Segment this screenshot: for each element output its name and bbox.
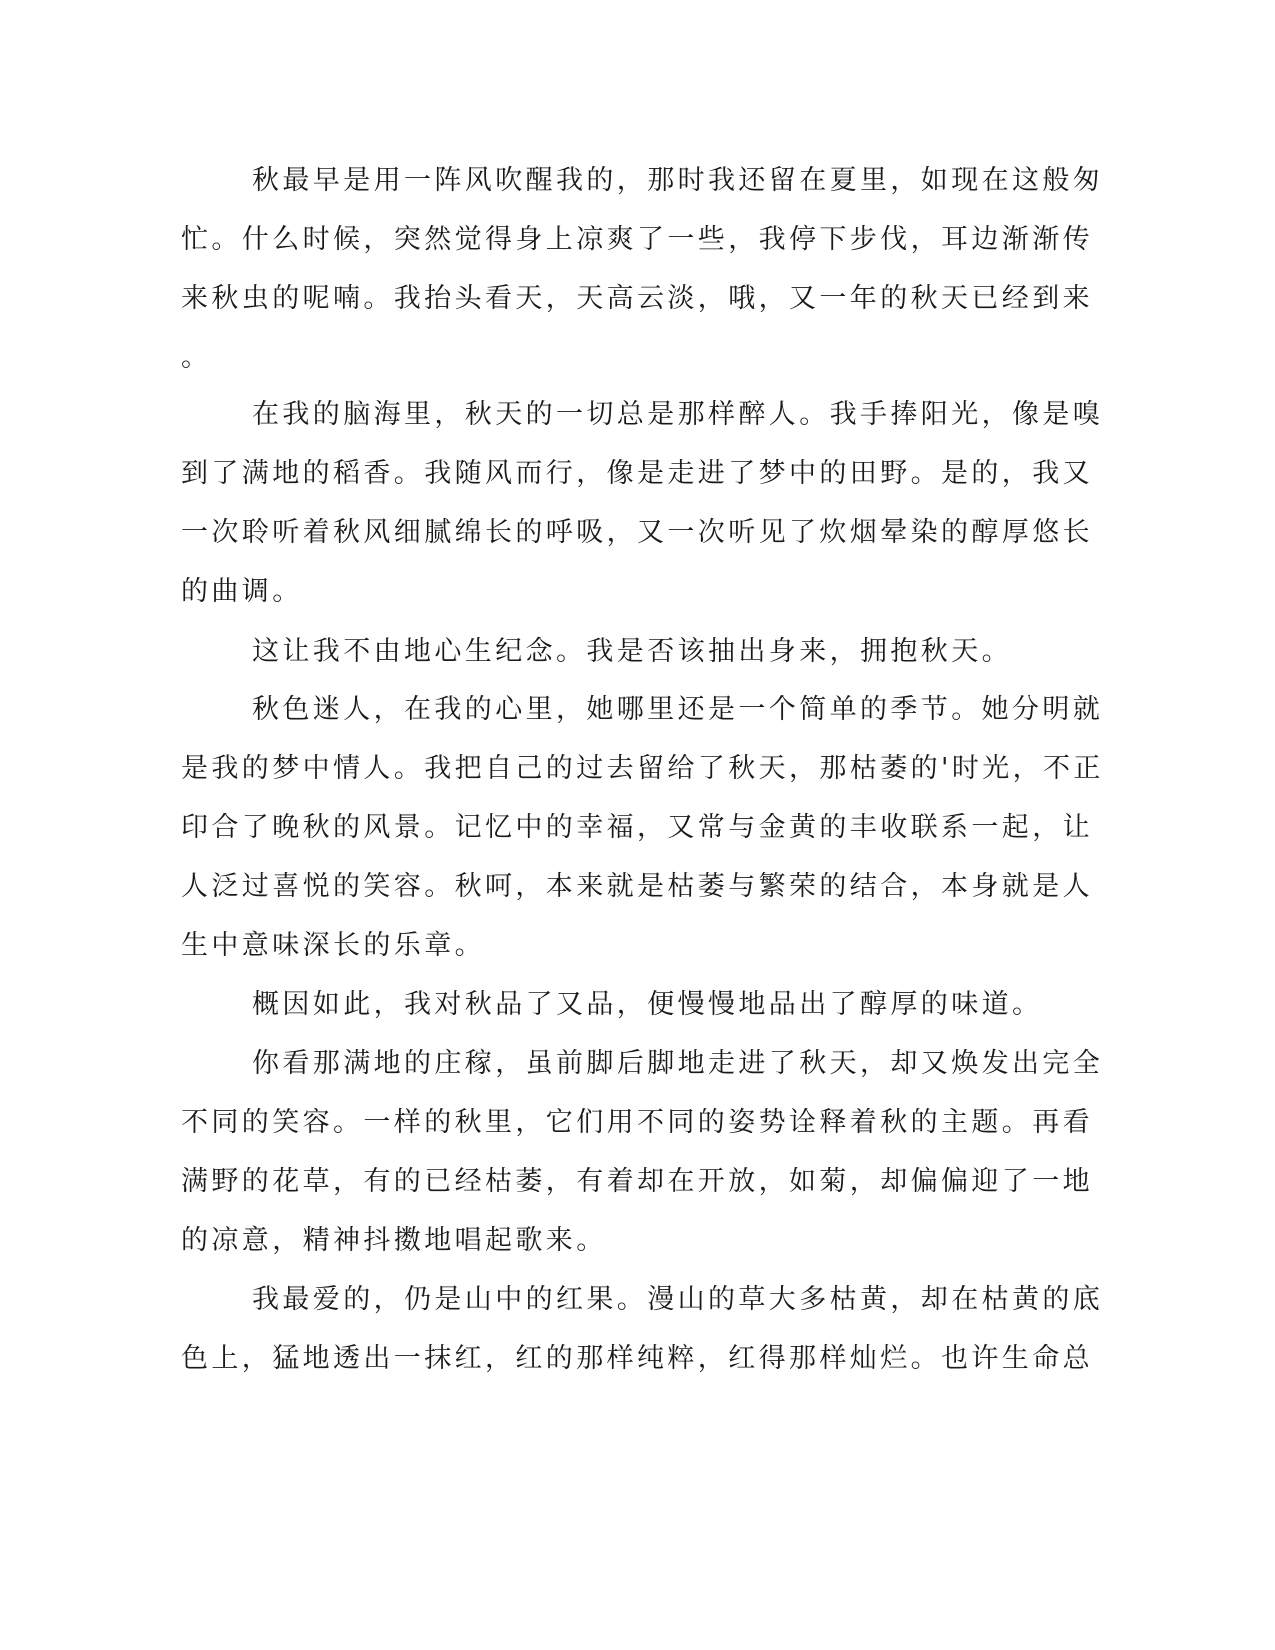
text-line: 在我的脑海里，秋天的一切总是那样醉人。我手捧阳光，像是嗅	[252, 399, 1104, 430]
text-line: 。	[181, 342, 212, 373]
text-line: 来秋虫的呢喃。我抬头看天，天高云淡，哦，又一年的秋天已经到来	[181, 283, 1093, 314]
text-line: 人泛过喜悦的笑容。秋呵，本来就是枯萎与繁荣的结合，本身就是人	[181, 871, 1093, 902]
text-line: 秋色迷人，在我的心里，她哪里还是一个简单的季节。她分明就	[252, 694, 1104, 725]
text-line: 概因如此，我对秋品了又品，便慢慢地品出了醇厚的味道。	[252, 989, 1043, 1020]
text-line: 一次聆听着秋风细腻绵长的呼吸，又一次听见了炊烟晕染的醇厚悠长	[181, 517, 1093, 548]
text-line: 满野的花草，有的已经枯萎，有着却在开放，如菊，却偏偏迎了一地	[181, 1166, 1093, 1197]
text-line: 印合了晚秋的风景。记忆中的幸福，又常与金黄的丰收联系一起，让	[181, 812, 1093, 843]
text-line: 的曲调。	[181, 576, 303, 607]
text-line: 是我的梦中情人。我把自己的过去留给了秋天，那枯萎的'时光，不正	[181, 753, 1104, 784]
text-line: 这让我不由地心生纪念。我是否该抽出身来，拥抱秋天。	[252, 636, 1012, 667]
text-line: 到了满地的稻香。我随风而行，像是走进了梦中的田野。是的，我又	[181, 458, 1093, 489]
text-line: 色上，猛地透出一抹红，红的那样纯粹，红得那样灿烂。也许生命总	[181, 1343, 1093, 1374]
text-line: 秋最早是用一阵风吹醒我的，那时我还留在夏里，如现在这般匆	[252, 165, 1104, 196]
text-line: 忙。什么时候，突然觉得身上凉爽了一些，我停下步伐，耳边渐渐传	[181, 224, 1093, 255]
text-line: 我最爱的，仍是山中的红果。漫山的草大多枯黄，却在枯黄的底	[252, 1284, 1104, 1315]
text-line: 生中意味深长的乐章。	[181, 930, 485, 961]
text-line: 不同的笑容。一样的秋里，它们用不同的姿势诠释着秋的主题。再看	[181, 1107, 1093, 1138]
text-line: 的凉意，精神抖擞地唱起歌来。	[181, 1225, 607, 1256]
text-line: 你看那满地的庄稼，虽前脚后脚地走进了秋天，却又焕发出完全	[252, 1048, 1104, 1079]
